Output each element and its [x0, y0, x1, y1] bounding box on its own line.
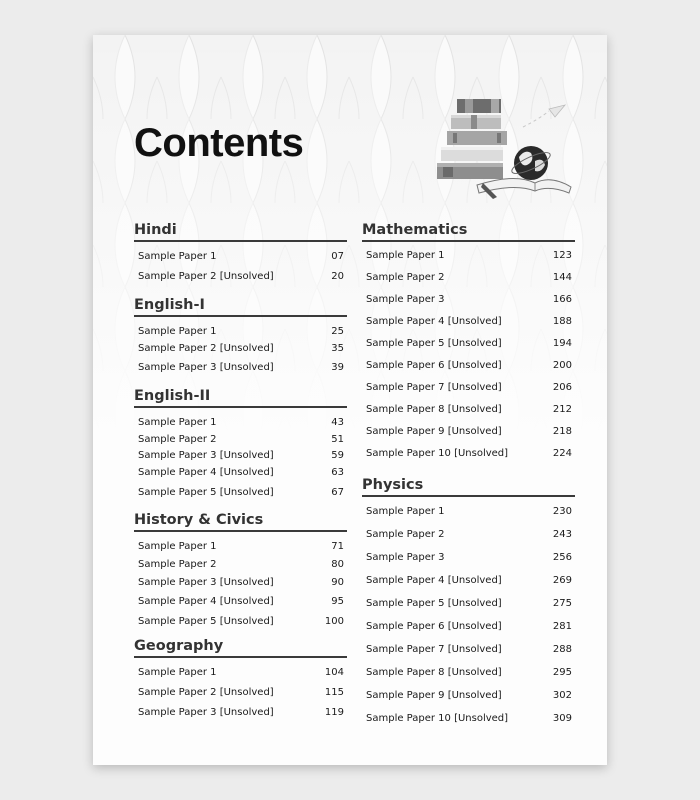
item-label: Sample Paper 4 [Unsolved]: [366, 575, 502, 586]
item-page: 212: [552, 404, 572, 415]
item-page: 188: [552, 316, 572, 327]
item-label: Sample Paper 10 [Unsolved]: [366, 448, 509, 459]
item-page: 288: [552, 644, 572, 655]
section-title: Hindi: [134, 221, 347, 242]
item-label: Sample Paper 1: [366, 250, 445, 261]
list-item: [134, 343, 347, 362]
list-item: [134, 434, 347, 451]
item-page: 295: [552, 667, 572, 678]
item-page: 39: [331, 362, 344, 373]
item-page: 224: [552, 448, 572, 459]
left-column: [134, 221, 347, 717]
list-item: [134, 271, 347, 291]
item-label: Sample Paper 9 [Unsolved]: [366, 690, 502, 701]
item-page: 269: [552, 575, 572, 586]
list-item: [134, 541, 347, 559]
list-item: [362, 316, 575, 338]
list-item: [134, 559, 347, 577]
item-page: 275: [552, 598, 572, 609]
section-english-i: [134, 296, 347, 371]
item-label: Sample Paper 1: [138, 326, 217, 337]
item-label: Sample Paper 6 [Unsolved]: [366, 360, 502, 371]
item-label: Sample Paper 4 [Unsolved]: [366, 316, 502, 327]
item-page: 230: [552, 506, 572, 517]
item-label: Sample Paper 2 [Unsolved]: [138, 271, 274, 282]
section-title: English-I: [134, 296, 347, 317]
list-item: [134, 596, 347, 616]
list-item: [134, 616, 347, 632]
item-page: 281: [552, 621, 572, 632]
item-label: Sample Paper 2: [138, 559, 217, 570]
item-label: Sample Paper 5 [Unsolved]: [138, 486, 274, 498]
section-english-ii: [134, 387, 347, 497]
list-item: [134, 326, 347, 343]
list-item: [134, 667, 347, 687]
item-label: Sample Paper 1: [138, 417, 217, 428]
section-title: Physics: [362, 476, 575, 497]
section-physics: [362, 476, 575, 726]
list-item: [362, 338, 575, 360]
section-mathematics: [362, 221, 575, 463]
item-label: Sample Paper 3: [366, 552, 445, 563]
item-label: Sample Paper 9 [Unsolved]: [366, 426, 502, 437]
list-item: [134, 577, 347, 596]
list-item: [362, 404, 575, 426]
item-page: 43: [331, 417, 344, 428]
list-item: [362, 426, 575, 448]
item-label: Sample Paper 2: [366, 272, 445, 283]
item-label: Sample Paper 4 [Unsolved]: [138, 466, 274, 478]
item-page: 51: [331, 433, 344, 445]
item-page: 206: [552, 382, 572, 393]
item-page: 07: [331, 251, 344, 262]
item-label: Sample Paper 2: [366, 529, 445, 540]
item-page: 80: [331, 559, 344, 570]
list-item: [362, 250, 575, 272]
item-page: 119: [324, 707, 344, 718]
list-item: [134, 687, 347, 707]
item-label: Sample Paper 2: [138, 433, 217, 445]
section-title: Geography: [134, 637, 347, 658]
list-item: [134, 450, 347, 467]
item-page: 218: [552, 426, 572, 437]
item-label: Sample Paper 8 [Unsolved]: [366, 404, 502, 415]
item-label: Sample Paper 2 [Unsolved]: [138, 343, 274, 354]
list-item: [134, 417, 347, 434]
item-label: Sample Paper 1: [138, 667, 217, 678]
item-label: Sample Paper 5 [Unsolved]: [138, 616, 274, 627]
section-history-civics: [134, 511, 347, 627]
list-item: [362, 272, 575, 294]
section-geography: [134, 637, 347, 717]
item-label: Sample Paper 5 [Unsolved]: [366, 598, 502, 609]
item-label: Sample Paper 1: [366, 506, 445, 517]
item-page: 144: [552, 272, 572, 283]
item-label: Sample Paper 8 [Unsolved]: [366, 667, 502, 678]
item-page: 194: [552, 338, 572, 349]
item-label: Sample Paper 7 [Unsolved]: [366, 644, 502, 655]
item-page: 243: [552, 529, 572, 540]
list-item: [362, 552, 575, 575]
section-title: English-II: [134, 387, 347, 408]
item-page: 123: [552, 250, 572, 261]
list-item: [362, 529, 575, 552]
item-page: 166: [552, 294, 572, 305]
list-item: [134, 362, 347, 379]
right-column: [362, 221, 575, 726]
list-item: [362, 598, 575, 621]
item-page: 35: [331, 343, 344, 354]
list-item: [362, 294, 575, 316]
item-page: 90: [331, 577, 344, 588]
item-page: 256: [552, 552, 572, 563]
list-item: [134, 467, 347, 487]
item-page: 200: [552, 360, 572, 371]
item-label: Sample Paper 3 [Unsolved]: [138, 450, 274, 461]
list-item: [362, 360, 575, 382]
item-page: 67: [331, 486, 344, 498]
item-page: 309: [552, 713, 572, 724]
item-page: 95: [331, 596, 344, 607]
page-title: Contents: [134, 121, 304, 165]
item-page: 25: [331, 326, 344, 337]
contents-page: [93, 35, 607, 765]
item-label: Sample Paper 3 [Unsolved]: [138, 707, 274, 718]
item-label: Sample Paper 3: [366, 294, 445, 305]
item-label: Sample Paper 6 [Unsolved]: [366, 621, 502, 632]
section-title: History & Civics: [134, 511, 347, 532]
item-label: Sample Paper 2 [Unsolved]: [138, 687, 274, 698]
list-item: [362, 506, 575, 529]
list-item: [362, 667, 575, 690]
list-item: [362, 690, 575, 713]
list-item: [362, 644, 575, 667]
list-item: [134, 251, 347, 271]
item-label: Sample Paper 4 [Unsolved]: [138, 596, 274, 607]
section-hindi: [134, 221, 347, 282]
list-item: [362, 448, 575, 464]
list-item: [362, 621, 575, 644]
section-title: Mathematics: [362, 221, 575, 242]
list-item: [134, 707, 347, 723]
item-label: Sample Paper 10 [Unsolved]: [366, 713, 509, 724]
item-page: 115: [324, 687, 344, 698]
item-page: 20: [331, 271, 344, 282]
list-item: [362, 713, 575, 729]
item-label: Sample Paper 3 [Unsolved]: [138, 362, 274, 373]
item-page: 59: [331, 450, 344, 461]
item-page: 71: [331, 541, 344, 552]
item-label: Sample Paper 5 [Unsolved]: [366, 338, 502, 349]
list-item: [362, 382, 575, 404]
item-page: 104: [324, 667, 344, 678]
list-item: [134, 487, 347, 503]
list-item: [362, 575, 575, 598]
item-label: Sample Paper 7 [Unsolved]: [366, 382, 502, 393]
item-label: Sample Paper 1: [138, 541, 217, 552]
item-page: 100: [324, 616, 344, 627]
item-page: 63: [331, 466, 344, 478]
item-label: Sample Paper 3 [Unsolved]: [138, 577, 274, 588]
item-label: Sample Paper 1: [138, 251, 217, 262]
item-page: 302: [552, 690, 572, 701]
books-globe-illustration: [431, 97, 579, 199]
